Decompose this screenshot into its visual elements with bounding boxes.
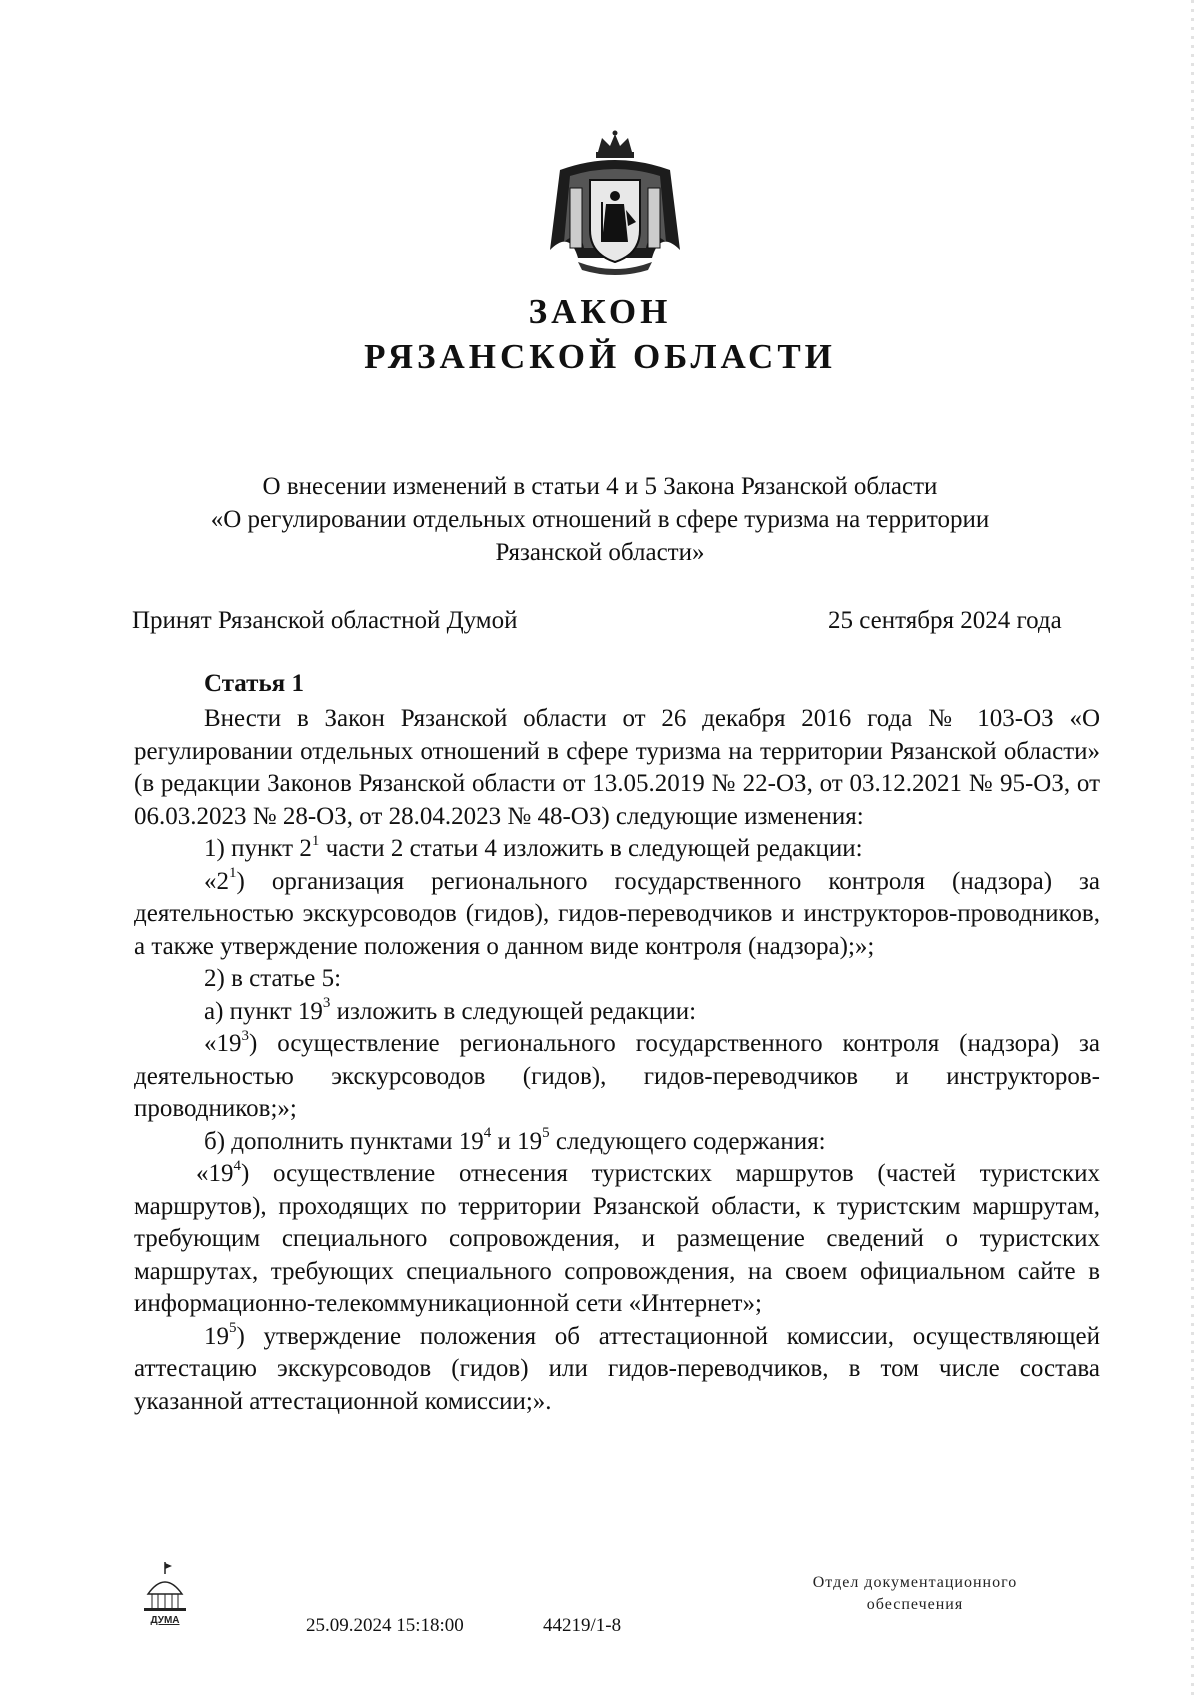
article-body [134, 703, 1100, 1418]
article-title: Статья 1 [204, 670, 304, 697]
paragraph [134, 1126, 1100, 1159]
text-segment: ) организация регионального государственного контроля (надзора) за деятельностью экскурсоводов (гидов), гидов-переводчиков и инструкторов-проводников, а также утверждение положения о данном виде контроля (надзора);»; [134, 867, 1100, 960]
scan-edge-artifact [1191, 0, 1194, 1695]
superscript: 3 [322, 995, 331, 1012]
paragraph [134, 833, 1100, 866]
superscript: 3 [241, 1027, 249, 1044]
document-subtitle: РЯЗАНСКОЙ ОБЛАСТИ [364, 337, 836, 376]
text-segment: и 19 [491, 1127, 543, 1155]
superscript: 4 [483, 1125, 492, 1142]
text-segment: следующего содержания: [549, 1127, 826, 1155]
text-segment: «2 [204, 867, 229, 895]
law-subject [160, 470, 1040, 569]
registration-timestamp: 25.09.2024 15:18:00 [306, 1615, 464, 1636]
text-segment: а) пункт 19 [204, 997, 323, 1025]
department-line: Отдел документационного [812, 1574, 1018, 1591]
superscript: 5 [542, 1125, 550, 1142]
paragraph [134, 866, 1100, 964]
paragraph: Внести в Закон Рязанской области от 26 декабря 2016 года № 103-ОЗ «О регулировании отдельных отношений в сфере туризма на территории Рязанской области» (в редакции Законов Рязанской области от 13.05.2019 № 22-ОЗ, от 03.12.2021 № 95-ОЗ, от 06.03.2023 № 28-ОЗ, от 28.04.2023 № 48-ОЗ) следующие изменения: [134, 705, 1100, 830]
superscript: 1 [311, 832, 320, 849]
registration-number: 44219/1-8 [543, 1615, 622, 1636]
text-segment: 1) пункт 2 [204, 835, 312, 862]
paragraph [134, 996, 1100, 1029]
text-segment: изложить в следующей редакции: [330, 997, 697, 1025]
adopted-by: Принят Рязанской областной Думой [132, 607, 518, 634]
duma-logo-text: ДУМА [150, 1615, 180, 1626]
subject-line: О внесении изменений в статьи 4 и 5 Закона Рязанской области [262, 473, 938, 500]
text-segment: ) осуществление отнесения туристских маршрутов (частей туристских маршрутов), проходящих по территории Рязанской области, к туристским маршрутам, требующим специального сопровождения, и размещение сведений о туристских маршрутах, требующих специального сопровождения, на своем официальном сайте в информационно-телекоммуникационной сети «Интернет»; [134, 1160, 1100, 1317]
text-segment: «19 [196, 1160, 234, 1187]
coat-of-arms-emblem [540, 130, 690, 280]
paragraph [134, 1321, 1100, 1419]
department-line: обеспечения [866, 1596, 964, 1613]
text-segment: ) осуществление регионального государственного контроля (надзора) за деятельностью экскурсоводов (гидов), гидов-переводчиков и инструкторов-проводников;»; [134, 1030, 1100, 1122]
superscript: 4 [233, 1157, 241, 1174]
text-segment: 19 [204, 1322, 229, 1350]
text-segment: ) утверждение положения об аттестационной комиссии, осуществляющей аттестацию экскурсоводов (гидов) или гидов-переводчиков, в том числе состава указанной аттестационной комиссии;». [134, 1322, 1100, 1415]
superscript: 5 [229, 1320, 237, 1337]
department-stamp [770, 1572, 1060, 1616]
subject-line: Рязанской области» [495, 539, 705, 566]
text-segment: б) дополнить пунктами 19 [204, 1127, 484, 1155]
paragraph: 2) в статье 5: [204, 965, 342, 992]
subject-line: «О регулировании отдельных отношений в сфере туризма на территории [210, 506, 990, 533]
duma-logo [138, 1560, 192, 1626]
adopted-date: 25 сентября 2024 года [828, 607, 1062, 634]
superscript: 1 [229, 865, 237, 882]
paragraph [134, 1028, 1100, 1126]
text-segment: части 2 статьи 4 изложить в следующей редакции: [319, 835, 863, 862]
text-segment: «19 [204, 1030, 242, 1057]
document-title: ЗАКОН [528, 292, 672, 331]
paragraph [134, 1158, 1100, 1321]
